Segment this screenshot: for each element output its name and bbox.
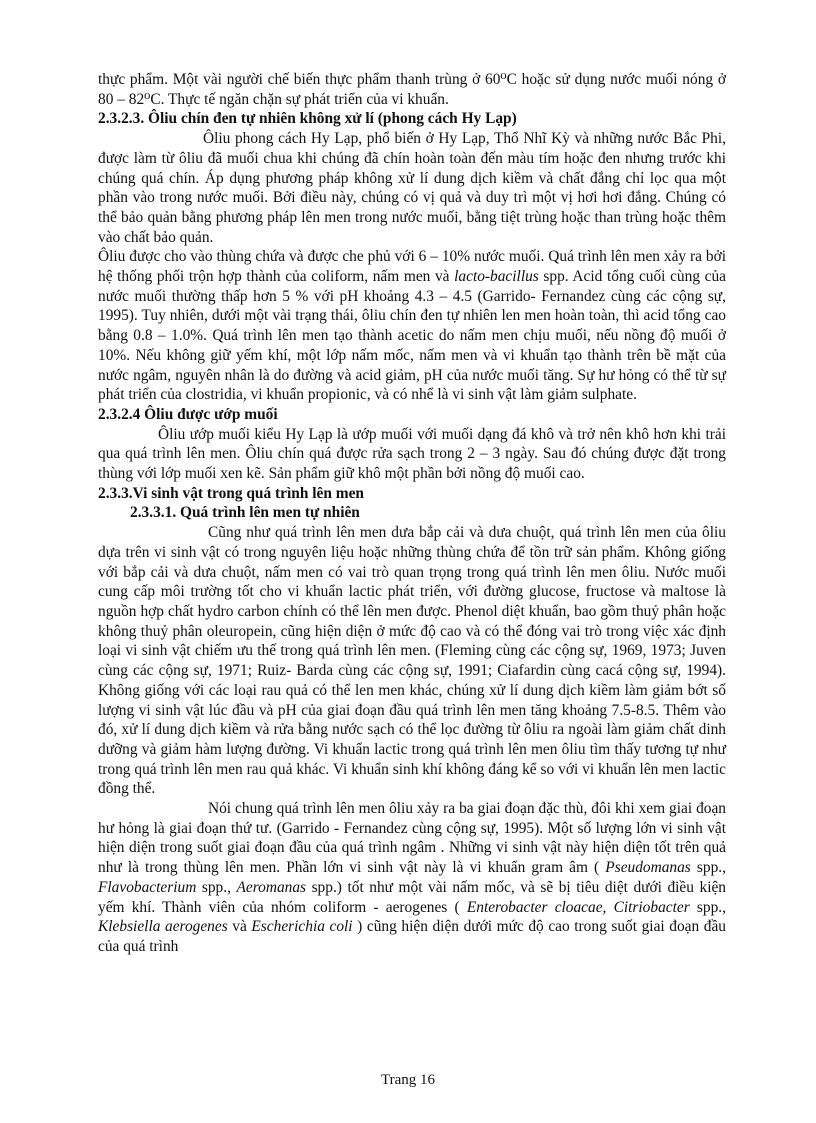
text-run: Ôliu được cho vào thùng chứa và được che phủ với 6 – 10% nước muối. Quá trình lên men xảy ra bởi hệ thống phối trộn hợp thành của coliform, nấm men và <box>98 248 726 286</box>
paragraph-fermentation-stages <box>98 799 726 957</box>
italic-term: Escherichia coli <box>251 918 353 936</box>
text-run: spp., <box>690 859 726 877</box>
italic-term: Klebsiella aerogenes <box>98 918 228 936</box>
paragraph-greek-style: Ôliu phong cách Hy Lạp, phổ biến ở Hy Lạp, Thổ Nhĩ Kỳ và những nước Bắc Phi, được làm từ ôliu đã muối chua khi chúng đã chín hoàn toàn đến màu tím hoặc đen nhưng trước khi chúng quá chín. Áp dụng phương pháp không xử lí dung dịch kiềm và chất đắng chỉ lọc qua một phần vào trong nước muối. Bởi điều này, chúng có vị quả và duy trì một vị hơi hơi đắng. Chúng có thể bảo quản bằng phương pháp lên men trong nước muối, bằng tiệt trùng hoặc than trùng hoặc thêm vào chất bảo quản. <box>98 130 726 246</box>
text-run: spp., <box>689 898 726 916</box>
section-heading-2-3-3-1: 2.3.3.1. Quá trình lên men tự nhiên <box>130 504 360 522</box>
document-body <box>98 70 726 957</box>
italic-term: Flavobacterium <box>98 878 197 896</box>
paragraph-natural-fermentation: Cũng như quá trình lên men dưa bắp cải và dưa chuột, quá trình lên men của ôliu dựa trên vi sinh vật có trong nguyên liệu hoặc những thùng chứa để tồn trữ sản phẩm. Không giống với bắp cải và dưa chuột, nấm men có vai trò quan trọng trong quá trình lên men ôliu. Nước muối cung cấp môi trường tốt cho vi khuẩn lactic phát triển, với đường glucose, fructose và maltose là nguồn hợp chất hydro carbon chính có thể lên men được. Phenol diệt khuẩn, bao gồm thuỷ phân hoặc không thuỷ phân oleuropein, cũng hiện diện ở mức độ cao và có thể đóng vai trò trong việc xác định loại vi sinh vật chiếm ưu thế trong quá trình lên men. (Fleming cùng các cộng sự, 1969, 1973; Juven cùng các cộng sự, 1971; Ruiz- Barda cùng các cộng sự, 1991; Ciafardin cùng cacá cộng sự, 1994). Không giống với các loại rau quả có thể len men khác, chúng xử lí dung dịch kiềm làm giảm bớt số lượng vi sinh vật lúc đầu và pH của giai đoạn đầu quá trình lên men tăng khoảng 7.5-8.5. Thêm vào đó, xử lí dung dịch kiềm và rửa bằng nước sạch có thể lọc đường từ ôliu ra ngoài làm giảm chất dinh dưỡng và giảm hàm lượng đường. Vi khuẩn lactic trong quá trình lên men ôliu tìm thấy tương tự như trong quá trình lên men rau quả khác. Vi khuẩn sinh khí không đáng kể so với vi khuẩn lên men lactic đồng thể. <box>98 524 726 798</box>
text-run: Nói chung quá trình lên men ôliu xảy ra ba giai đoạn đặc thù, đôi khi xem giai đoạn hư hỏng là giai đoạn thứ tư. (Garrido - Fernandez cùng cộng sự, 1995). Một số lượng lớn vi sinh vật hiện diện trong suốt giai đoạn đầu của quá trình ngâm . Những vi sinh vật này hiện diện tốt trên quả như là trong thùng lên men. Phần lớn vi sinh vật này là vi khuẩn gram âm ( <box>98 800 726 877</box>
paragraph-continuation: thực phẩm. Một vài người chế biến thực phẩm thanh trùng ở 60⁰C hoặc sử dụng nước muối nóng ở 80 – 82⁰C. Thực tế ngăn chặn sự phát triển của vi khuẩn. <box>98 71 726 108</box>
paragraph-fermentation-brine <box>98 247 726 405</box>
section-heading-2-3-2-3: 2.3.2.3. Ôliu chín đen tự nhiên không xử lí (phong cách Hy Lạp) <box>98 110 517 128</box>
italic-term: Pseudomanas <box>605 859 691 877</box>
text-run: và <box>227 918 252 936</box>
text-run: ) cũng hiện diện dưới mức độ cao trong suốt giai đoạn đầu của quá trình <box>98 918 726 955</box>
italic-term: Enterobacter cloacae, Citriobacter <box>466 898 690 916</box>
section-heading-2-3-2-4: 2.3.2.4 Ôliu được ướp muối <box>98 405 278 423</box>
text-run: spp. Acid tổng cuối cùng của nước muối thường thấp hơn 5 % với pH khoảng 4.3 – 4.5 (Garrido- Fernandez cùng các cộng sự, 1995). Tuy nhiên, dưới một vài trạng thái, ôliu chín đen tự nhiên len men hoàn toàn, thì acid tổng cao bằng 0.8 – 1.0%. Quá trình lên men tạo thành acetic do nấm men chịu muối, nếu nồng độ muối ở 10%. Nếu không giữ yếm khí, một lớp nấm mốc, nấm men và vi khuẩn tạo thành trên bề mặt của nước ngâm, nguyên nhân là do đường và acid giảm, pH của nước muối tăng. Sự hư hỏng có thể từ sự phát triển của clostridia, vi khuẩn propionic, và có nhể là vi sinh vật làm giảm sulphate. <box>98 268 727 404</box>
paragraph-salt-cured: Ôliu ướp muối kiểu Hy Lạp là ướp muối với muối dạng đá khô và trở nên khô hơn khi trải qua quá trình lên men. Ôliu chín quá được rửa sạch trong 2 – 3 ngày. Sau đó chúng được đặt trong thùng với lớp muối xen kẽ. Sản phẩm giữ khô một phần bởi nồng độ muối cao. <box>98 425 726 483</box>
text-run: spp.) tốt như một vài nấm mốc, và sẽ bị tiêu diệt dưới điều kiện yếm khí. Thành viên của nhóm coliform - aerogenes ( <box>98 878 726 916</box>
text-run: spp., <box>196 878 237 896</box>
italic-term: lacto-bacillus <box>454 268 539 286</box>
italic-term: Aeromanas <box>236 878 307 896</box>
section-heading-2-3-3: 2.3.3.Vi sinh vật trong quá trình lên men <box>98 484 364 502</box>
page-number: Trang 16 <box>380 1072 436 1088</box>
